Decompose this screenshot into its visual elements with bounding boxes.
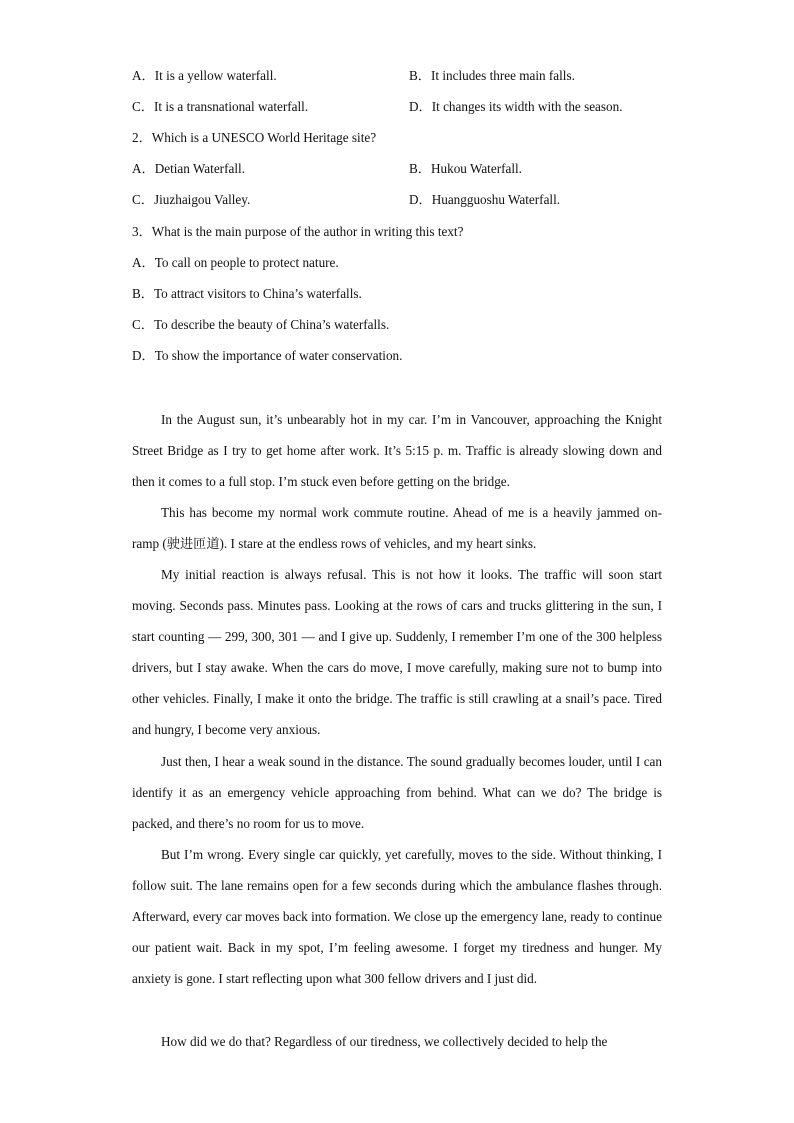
q1-option-a: A．It is a yellow waterfall. [132, 68, 277, 83]
q3-option-c: C．To describe the beauty of China’s waterfalls. [132, 317, 390, 332]
q3-option-d: D．To show the importance of water conservation. [132, 348, 403, 363]
passage-paragraph-2: This has become my normal work commute routine. Ahead of me is a heavily jammed on-ramp (驶进匝道). I stare at the endless rows of vehicles, and my heart sinks. [132, 505, 662, 552]
q1-option-c: C．It is a transnational waterfall. [132, 99, 309, 114]
q1-option-b: B．It includes three main falls. [409, 68, 575, 83]
q2-option-d: D．Huangguoshu Waterfall. [409, 192, 561, 207]
q2-option-a: A．Detian Waterfall. [132, 161, 245, 176]
passage-paragraph-1: In the August sun, it’s unbearably hot in my car. I’m in Vancouver, approaching the Knight Street Bridge as I try to get home after work. It’s 5:15 p. m. Traffic is already slowing down and then it comes to a full stop. I’m stuck even before getting on the bridge. [132, 412, 662, 490]
passage-paragraph-3: My initial reaction is always refusal. This is not how it looks. The traffic will soon start moving. Seconds pass. Minutes pass. Looking at the rows of cars and trucks glittering in the sun, I start counting — 299, 300, 301 — and I give up. Suddenly, I remember I’m one of the 300 helpless drivers, but I stay awake. When the cars do move, I move carefully, making sure not to bump into other vehicles. Finally, I make it onto the bridge. The traffic is still crawling at a snail’s pace. Tired and hungry, I become very anxious. [132, 567, 662, 738]
q1-option-d: D．It changes its width with the season. [409, 99, 623, 114]
q3-option-a: A．To call on people to protect nature. [132, 255, 339, 270]
passage-paragraph-4: Just then, I hear a weak sound in the distance. The sound gradually becomes louder, until I can identify it as an emergency vehicle approaching from behind. What can we do? The bridge is packed, and there’s no room for us to move. [132, 754, 662, 832]
passage-paragraph-5: But I’m wrong. Every single car quickly, yet carefully, moves to the side. Without thinking, I follow suit. The lane remains open for a few seconds during which the ambulance flashes through. Afterward, every car moves back into formation. We close up the emergency lane, ready to continue our patient wait. Back in my spot, I’m feeling awesome. I forget my tiredness and hunger. My anxiety is gone. I start reflecting upon what 300 fellow drivers and I just did. [132, 847, 662, 987]
q2-question: 2．Which is a UNESCO World Heritage site? [132, 130, 377, 145]
q3-option-b: B．To attract visitors to China’s waterfalls. [132, 286, 362, 301]
passage-paragraph-6: How did we do that? Regardless of our tiredness, we collectively decided to help the [161, 1034, 608, 1049]
q2-option-b: B．Hukou Waterfall. [409, 161, 522, 176]
q3-question: 3．What is the main purpose of the author in writing this text? [132, 224, 464, 239]
q2-option-c: C．Jiuzhaigou Valley. [132, 192, 251, 207]
